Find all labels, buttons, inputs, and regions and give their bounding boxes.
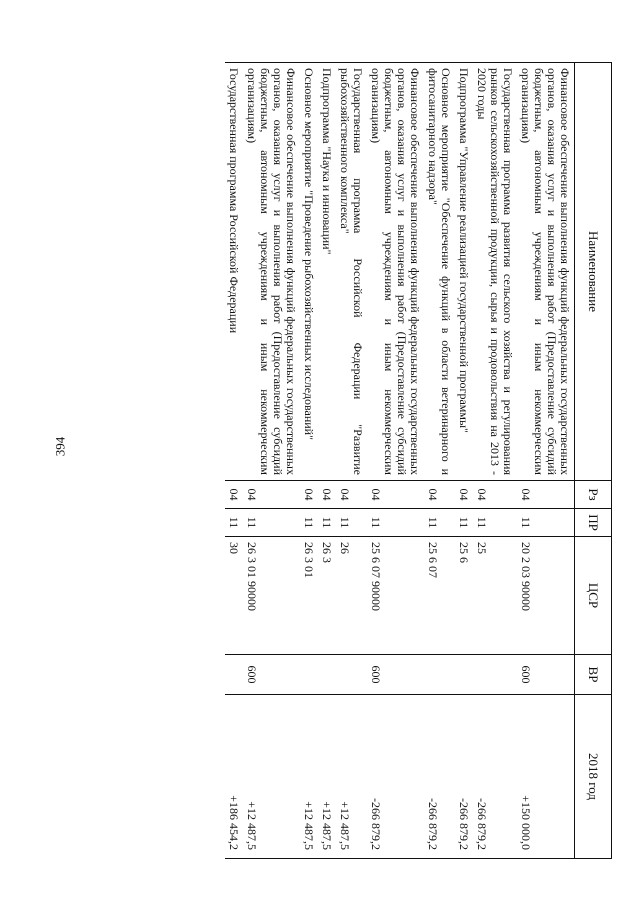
row-sum: +186 454,2 [225, 695, 243, 859]
row-sum: -266 879,2 [424, 695, 455, 859]
header-pr: ПР [575, 509, 612, 537]
row-sum: +12 487,5 [243, 695, 300, 859]
row-rz: 04 [517, 481, 575, 509]
row-rz: 04 [336, 481, 367, 509]
row-name: Основное мероприятие "Проведение рыбохозяйственных исследований" [300, 63, 318, 481]
row-name: Подпрограмма "Наука и инновации" [318, 63, 336, 481]
row-csr: 25 6 [455, 537, 473, 655]
table-header [575, 63, 612, 859]
row-name: Подпрограмма "Управление реализацией государственной программы" [455, 63, 473, 481]
row-csr: 26 3 [318, 537, 336, 655]
row-vr [455, 655, 473, 695]
table-row [367, 63, 424, 859]
row-name: Финансовое обеспечение выполнения функций федеральных государственных органов, оказания услуг и выполнения работ (Предоставление субсидий бюджетным, автономным учреждениям и иным некоммерческим организациям) [517, 63, 575, 481]
row-rz: 04 [225, 481, 243, 509]
row-sum: +12 487,5 [318, 695, 336, 859]
budget-table [225, 62, 612, 859]
page-number: 394 [52, 436, 68, 457]
row-pr: 11 [318, 509, 336, 537]
row-vr: 600 [243, 655, 300, 695]
row-rz: 04 [243, 481, 300, 509]
table-row [424, 63, 455, 859]
table-row [455, 63, 473, 859]
row-pr: 11 [367, 509, 424, 537]
row-pr: 11 [455, 509, 473, 537]
row-rz: 04 [455, 481, 473, 509]
row-csr: 20 2 03 90000 [517, 537, 575, 655]
row-pr: 11 [225, 509, 243, 537]
table-row [243, 63, 300, 859]
table-row [473, 63, 517, 859]
header-vr: ВР [575, 655, 612, 695]
row-rz: 04 [424, 481, 455, 509]
row-name: Финансовое обеспечение выполнения функций федеральных государственных органов, оказания услуг и выполнения работ (Предоставление субсидий бюджетным, автономным учреждениям и иным некоммерческим организациям) [243, 63, 300, 481]
row-sum: +12 487,5 [300, 695, 318, 859]
row-rz: 04 [318, 481, 336, 509]
row-pr: 11 [300, 509, 318, 537]
header-name: Наименование [575, 63, 612, 481]
table-row [300, 63, 318, 859]
rotated-page-content [84, 62, 612, 858]
row-rz: 04 [300, 481, 318, 509]
row-sum: +150 000,0 [517, 695, 575, 859]
row-name: Финансовое обеспечение выполнения функций федеральных государственных органов, оказания услуг и выполнения работ (Предоставление субсидий бюджетным, автономным учреждениям и иным некоммерческим организациям) [367, 63, 424, 481]
row-pr: 11 [336, 509, 367, 537]
row-name: Основное мероприятие "Обеспечение функций в области ветеринарного и фитосанитарного надзора" [424, 63, 455, 481]
row-csr: 25 6 07 [424, 537, 455, 655]
table-body [225, 63, 575, 859]
row-csr: 26 3 01 [300, 537, 318, 655]
table-row [318, 63, 336, 859]
row-name: Государственная программа развития сельского хозяйства и регулирования рынков сельскохозяйственной продукции, сырья и продовольствия на 2013 - 2020 годы [473, 63, 517, 481]
table-row [225, 63, 243, 859]
header-csr: ЦСР [575, 537, 612, 655]
row-pr: 11 [517, 509, 575, 537]
row-pr: 11 [243, 509, 300, 537]
row-vr: 600 [517, 655, 575, 695]
row-pr: 11 [424, 509, 455, 537]
row-csr: 26 3 01 90000 [243, 537, 300, 655]
row-rz: 04 [367, 481, 424, 509]
table-row [336, 63, 367, 859]
row-csr: 25 6 07 90000 [367, 537, 424, 655]
row-vr: 600 [367, 655, 424, 695]
header-sum: 2018 год [575, 695, 612, 859]
header-rz: Рз [575, 481, 612, 509]
row-sum: -266 879,2 [367, 695, 424, 859]
row-csr: 26 [336, 537, 367, 655]
row-vr [318, 655, 336, 695]
row-vr [300, 655, 318, 695]
row-sum: -266 879,2 [455, 695, 473, 859]
table-row [517, 63, 575, 859]
row-csr: 30 [225, 537, 243, 655]
row-rz: 04 [473, 481, 517, 509]
row-vr [473, 655, 517, 695]
row-vr [336, 655, 367, 695]
row-name: Государственная программа Российской Федерации [225, 63, 243, 481]
row-csr: 25 [473, 537, 517, 655]
row-sum: -266 879,2 [473, 695, 517, 859]
row-sum: +12 487,5 [336, 695, 367, 859]
row-vr [225, 655, 243, 695]
row-vr [424, 655, 455, 695]
row-pr: 11 [473, 509, 517, 537]
row-name: Государственная программа Российской Федерации "Развитие рыбохозяйственного комплекса" [336, 63, 367, 481]
